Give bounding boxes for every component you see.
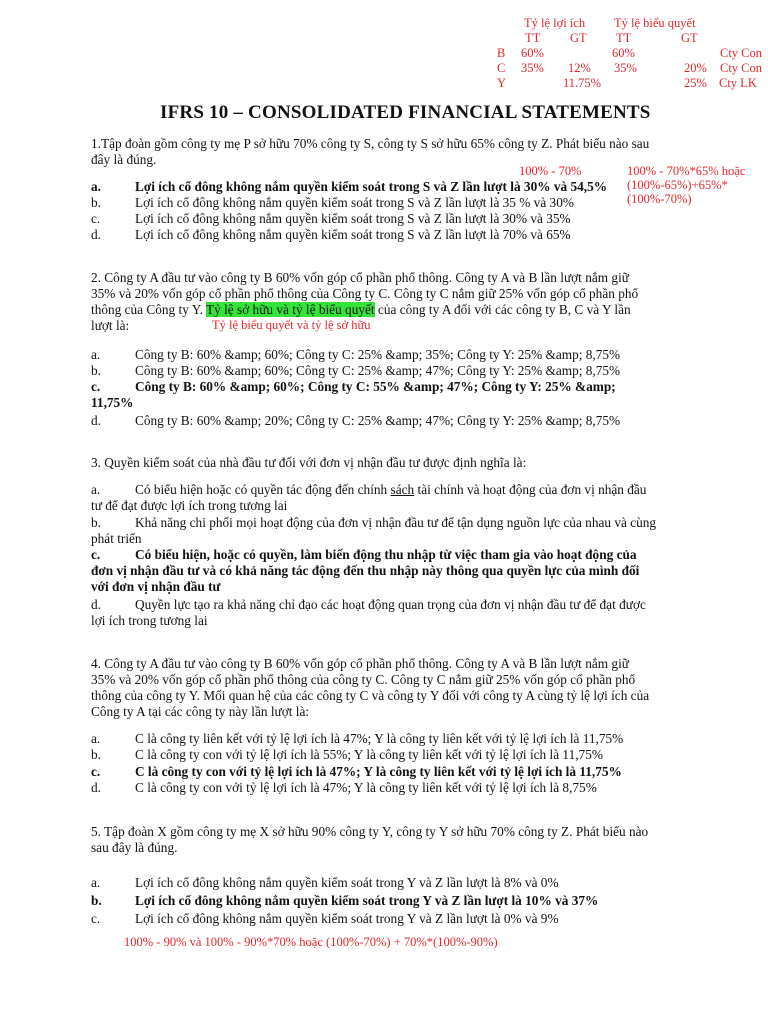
answer-note: 100% - 70%*65% hoặc [627, 164, 746, 178]
option-letter: a. [91, 482, 101, 497]
option-d[interactable] [91, 780, 691, 796]
option-letter: a. [91, 731, 101, 746]
option-a[interactable] [91, 347, 691, 363]
option-text: Có biểu hiện, hoặc có quyền, làm biến động thu nhập từ việc tham gia vào hoạt động của [135, 547, 637, 562]
option-a[interactable] [91, 179, 651, 195]
answer-note: Tỷ lệ biểu quyết và tỷ lệ sở hữu [212, 318, 371, 332]
option-b[interactable] [91, 195, 651, 211]
question-text-part: của công ty A đối với các công ty B, C và Y lần [374, 302, 631, 317]
option-text: Công ty B: 60% &amp; 60%; Công ty C: 25% &amp; 35%; Công ty Y: 25% &amp; 8,75% [135, 347, 621, 362]
option-c[interactable] [91, 764, 691, 780]
company-type: Cty LK [719, 76, 757, 90]
option-letter: d. [91, 227, 101, 242]
answer-note: (100%-65%)+65%* [627, 178, 728, 192]
option-letter: b. [91, 195, 101, 210]
option-text-continued: 11,75% [91, 395, 134, 410]
option-letter: c. [91, 547, 101, 562]
cell: 35% [614, 61, 637, 75]
question-text: 35% và 20% vốn góp cổ phần phổ thông của công ty C. Công ty C nắm giữ 25% vốn góp cổ phần phổ [91, 672, 636, 687]
option-letter: c. [91, 379, 101, 394]
gt-label: GT [681, 31, 698, 45]
question-text: sau đây là đúng. [91, 840, 178, 855]
option-letter: c. [91, 911, 101, 926]
option-letter: a. [91, 875, 101, 890]
option-text: Công ty B: 60% &amp; 60%; Công ty C: 55% &amp; 47%; Công ty Y: 25% &amp; [135, 379, 616, 394]
question-text: đây là đúng. [91, 152, 157, 167]
option-text: C là công ty con với tỷ lệ lợi ích là 55%; Y là công ty liên kết với tỷ lệ lợi ích là 11,75% [135, 747, 603, 762]
option-text-continued: phát triển [91, 531, 142, 546]
question-text: thông của công ty Y. Mối quan hệ của các công ty C và công ty Y đối với công ty A cùng tỷ lệ lợi ích của [91, 688, 650, 703]
ratio-table-subheader [0, 31, 768, 46]
option-text-continued: tư để đạt được lợi ích trong tương lai [91, 498, 288, 513]
option-b[interactable] [91, 515, 691, 547]
option-text: Lợi ích cổ đông không nắm quyền kiểm soát trong S và Z lần lượt là 70% và 65% [135, 227, 571, 242]
tt-label: TT [616, 31, 632, 45]
option-text: C là công ty con với tỷ lệ lợi ích là 47%; Y là công ty liên kết với tỷ lệ lợi ích là 8,75% [135, 780, 597, 795]
question-text: 35% và 20% vốn góp cổ phần phổ thông của Công ty C. Công ty C nắm giữ 25% vốn góp cổ phần phổ [91, 286, 639, 301]
question-text: 4. Công ty A đầu tư vào công ty B 60% vốn góp cổ phần phổ thông. Công ty A và B lần lượt nắm giữ [91, 656, 629, 671]
ratio-table-header [0, 16, 768, 31]
question-text: 3. Quyền kiểm soát của nhà đầu tư đối với đơn vị nhận đầu tư được định nghĩa là: [91, 455, 527, 470]
option-text: Quyền lực tạo ra khả năng chỉ đạo các hoạt động quan trọng của đơn vị nhận đầu tư để đạt được [135, 597, 646, 612]
option-letter: d. [91, 413, 101, 428]
option-text: C là công ty con với tỷ lệ lợi ích là 47%; Y là công ty liên kết với tỷ lệ lợi ích là 11,75% [135, 764, 622, 779]
question-text: 1.Tập đoàn gồm công ty mẹ P sở hữu 70% công ty S, công ty S sở hữu 65% công ty Z. Phát biểu nào sau [91, 136, 650, 151]
ratio-table-row [0, 61, 768, 76]
option-letter: c. [91, 764, 101, 779]
option-c[interactable] [91, 211, 651, 227]
underlined-word: sách [390, 482, 415, 497]
question-text [91, 302, 691, 318]
option-letter: d. [91, 597, 101, 612]
option-text: Lợi ích cổ đông không nắm quyền kiểm soát trong Y và Z lần lượt là 0% và 9% [135, 911, 559, 926]
cell: 60% [612, 46, 635, 60]
option-text-part: Có biểu hiện hoặc có quyền tác động đến chính [135, 482, 391, 497]
option-a[interactable] [91, 731, 691, 747]
highlighted-phrase: Tỷ lệ sở hữu và tỷ lệ biểu quyết [206, 302, 375, 317]
answer-note: 100% - 70% [519, 164, 582, 178]
cell: 11.75% [563, 76, 602, 90]
option-b[interactable] [91, 893, 691, 909]
option-text: Lợi ích cổ đông không nắm quyền kiểm soát trong S và Z lần lượt là 30% và 54,5% [135, 179, 608, 194]
option-letter: b. [91, 893, 102, 908]
option-text: Công ty B: 60% &amp; 60%; Công ty C: 25% &amp; 47%; Công ty Y: 25% &amp; 8,75% [135, 363, 621, 378]
option-text-continued: lợi ích trong tương lai [91, 613, 208, 628]
option-letter: b. [91, 515, 101, 530]
question-text: 2. Công ty A đầu tư vào công ty B 60% vốn góp cổ phần phổ thông. Công ty A và B lần lượt nắm giữ [91, 270, 629, 285]
cell: 12% [568, 61, 591, 75]
question-text-part: thông của Công ty Y. [91, 302, 206, 317]
option-letter: c. [91, 211, 101, 226]
option-text: Công ty B: 60% &amp; 20%; Công ty C: 25% &amp; 47%; Công ty Y: 25% &amp; 8,75% [135, 413, 621, 428]
option-c[interactable] [91, 379, 691, 411]
voting-ratio-header: Tỷ lệ biểu quyết [614, 16, 696, 30]
option-text-continued: đơn vị nhận đầu tư và có khả năng tác động đến thu nhập này thông qua quyền lực của mình đối [91, 563, 640, 578]
page-title: IFRS 10 – CONSOLIDATED FINANCIAL STATEMENTS [160, 102, 651, 123]
interest-ratio-header: Tỷ lệ lợi ích [524, 16, 586, 30]
option-text: Lợi ích cổ đông không nắm quyền kiểm soát trong S và Z lần lượt là 35 % và 30% [135, 195, 574, 210]
option-text: Lợi ích cổ đông không nắm quyền kiểm soát trong S và Z lần lượt là 30% và 35% [135, 211, 571, 226]
tt-label: TT [525, 31, 541, 45]
option-b[interactable] [91, 363, 691, 379]
option-text [135, 482, 646, 498]
option-c[interactable] [91, 547, 691, 595]
option-d[interactable] [91, 227, 651, 243]
company-type: Cty Con [720, 61, 763, 75]
option-text-part: tài chính và hoạt động của đơn vị nhận đầu [414, 482, 647, 497]
option-d[interactable] [91, 413, 691, 429]
row-label: C [497, 61, 506, 75]
cell: 35% [521, 61, 544, 75]
ratio-table-row [0, 46, 768, 61]
answer-note: (100%-70%) [627, 192, 692, 206]
option-letter: d. [91, 780, 101, 795]
cell: 20% [684, 61, 707, 75]
company-type: Cty Con [720, 46, 763, 60]
option-text: Khả năng chi phối mọi hoạt động của đơn vị nhận đầu tư để tận dụng nguồn lực của nhau và cùng [135, 515, 657, 530]
option-letter: b. [91, 747, 101, 762]
option-letter: b. [91, 363, 101, 378]
cell: 60% [521, 46, 544, 60]
row-label: B [497, 46, 506, 60]
option-letter: a. [91, 347, 101, 362]
question-text: lượt là: [91, 318, 130, 333]
option-text: Lợi ích cổ đông không nắm quyền kiểm soát trong Y và Z lần lượt là 8% và 0% [135, 875, 559, 890]
gt-label: GT [570, 31, 587, 45]
question-text: 5. Tập đoàn X gồm công ty mẹ X sở hữu 90% công ty Y, công ty Y sở hữu 70% công ty Z. Phát biểu nào [91, 824, 649, 839]
option-c[interactable] [91, 911, 691, 927]
option-text: Lợi ích cổ đông không nắm quyền kiểm soát trong Y và Z lần lượt là 10% và 37% [135, 893, 599, 908]
option-b[interactable] [91, 747, 691, 763]
option-text-continued: với đơn vị nhận đầu tư [91, 579, 221, 594]
row-label: Y [497, 76, 507, 90]
question-text: Công ty A tại các công ty này lần lượt là: [91, 704, 310, 719]
option-a[interactable] [91, 875, 691, 891]
ratio-table-row [0, 76, 768, 91]
option-text: C là công ty liên kết với tỷ lệ lợi ích là 47%; Y là công ty liên kết với tỷ lệ lợi ích là 11,75% [135, 731, 624, 746]
option-d[interactable] [91, 597, 691, 629]
cell: 25% [684, 76, 707, 90]
option-letter: a. [91, 179, 101, 194]
option-a[interactable] [91, 482, 691, 514]
answer-note: 100% - 90% và 100% - 90%*70% hoặc (100%-70%) + 70%*(100%-90%) [124, 935, 498, 949]
